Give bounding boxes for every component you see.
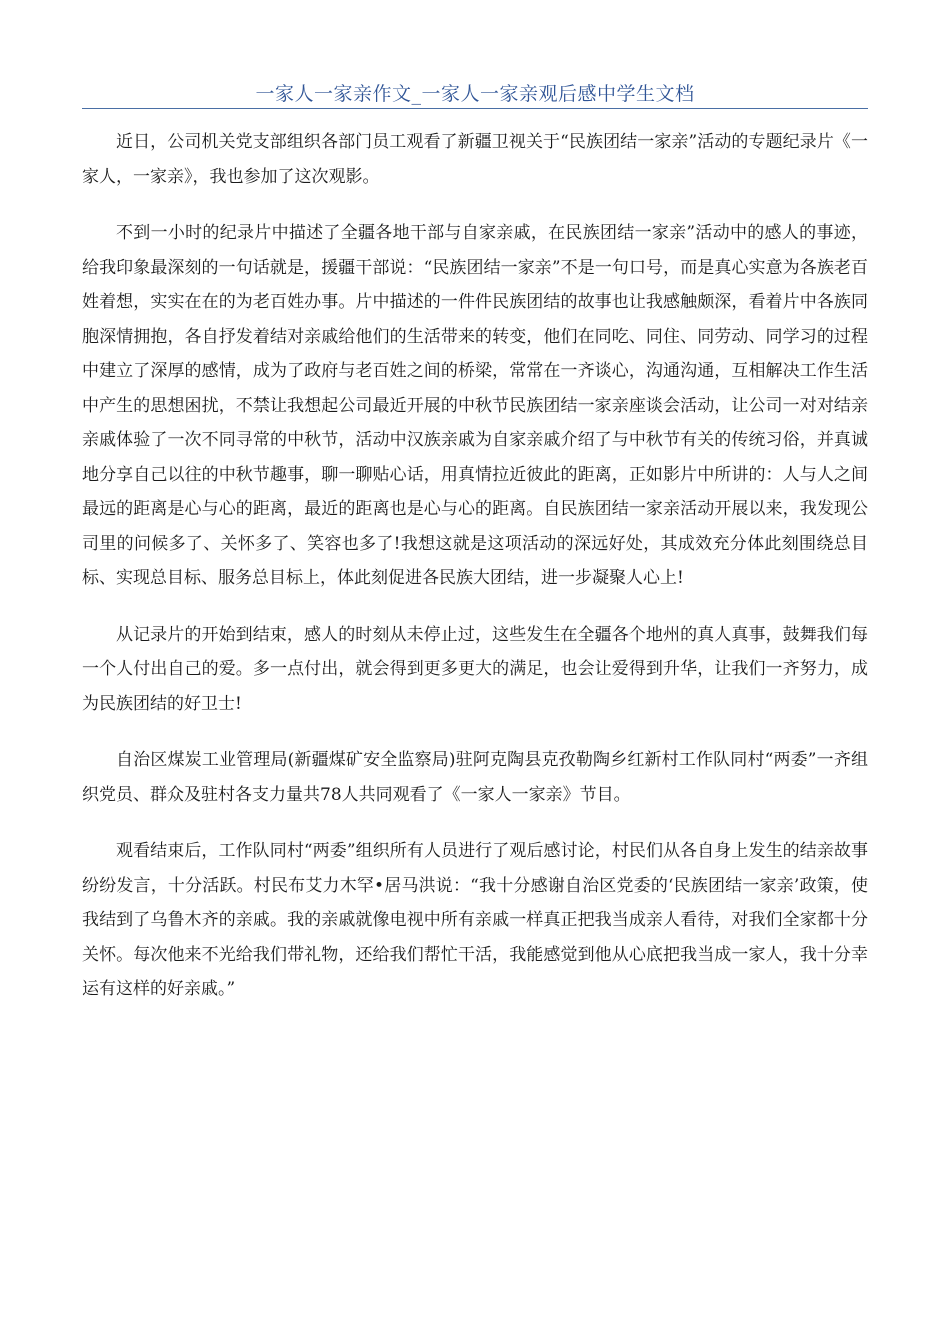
document-body (82, 125, 868, 1029)
paragraph-2: 不到一小时的纪录片中描述了全疆各地干部与自家亲戚，在民族团结一家亲”活动中的感人的事迹，给我印象最深刻的一句话就是，援疆干部说：“民族团结一家亲”不是一句口号，而是真心实意为各族老百姓着想，实实在在的为老百姓办事。片中描述的一件件民族团结的故事也让我感触颇深，看着片中各族同胞深情拥抱，各自抒发着结对亲戚给他们的生活带来的转变，他们在同吃、同住、同劳动、同学习的过程中建立了深厚的感情，成为了政府与老百姓之间的桥梁，常常在一齐谈心，沟通沟通，互相解决工作生活中产生的思想困扰，不禁让我想起公司最近开展的中秋节民族团结一家亲座谈会活动，让公司一对对结亲亲戚体验了一次不同寻常的中秋节，活动中汉族亲戚为自家亲戚介绍了与中秋节有关的传统习俗，并真诚地分享自己以往的中秋节趣事，聊一聊贴心话，用真情拉近彼此的距离，正如影片中所讲的：人与人之间最远的距离是心与心的距离，最近的距离也是心与心的距离。自民族团结一家亲活动开展以来，我发现公司里的问候多了、关怀多了、笑容也多了!我想这就是这项活动的深远好处，其成效充分体此刻围绕总目标、实现总目标、服务总目标上，体此刻促进各民族大团结，进一步凝聚人心上! (82, 223, 868, 588)
document-title: 一家人一家亲作文_一家人一家亲观后感中学生文档 (255, 83, 695, 105)
paragraph-4: 自治区煤炭工业管理局(新疆煤矿安全监察局)驻阿克陶县克孜勒陶乡红新村工作队同村“两委”一齐组织党员、群众及驻村各支力量共78人共同观看了《一家人一家亲》节目。 (82, 750, 868, 805)
paragraph-3: 从记录片的开始到结束，感人的时刻从未停止过，这些发生在全疆各个地州的真人真事，鼓舞我们每一个人付出自己的爱。多一点付出，就会得到更多更大的满足，也会让爱得到升华，让我们一齐努力，成为民族团结的好卫士! (82, 624, 868, 714)
paragraph-5: 观看结束后，工作队同村“两委”组织所有人员进行了观后感讨论，村民们从各自身上发生的结亲故事纷纷发言，十分活跃。村民布艾力木罕•居马洪说：“我十分感谢自治区党委的‘民族团结一家亲’政策，使我结到了乌鲁木齐的亲戚。我的亲戚就像电视中所有亲戚一样真正把我当成亲人看待，对我们全家都十分关怀。每次他来不光给我们带礼物，还给我们帮忙干活，我能感觉到他从心底把我当成一家人，我十分幸运有这样的好亲戚。” (82, 841, 868, 999)
header-divider (82, 108, 868, 109)
paragraph-1: 近日，公司机关党支部组织各部门员工观看了新疆卫视关于“民族团结一家亲”活动的专题纪录片《一家人，一家亲》，我也参加了这次观影。 (82, 132, 868, 187)
